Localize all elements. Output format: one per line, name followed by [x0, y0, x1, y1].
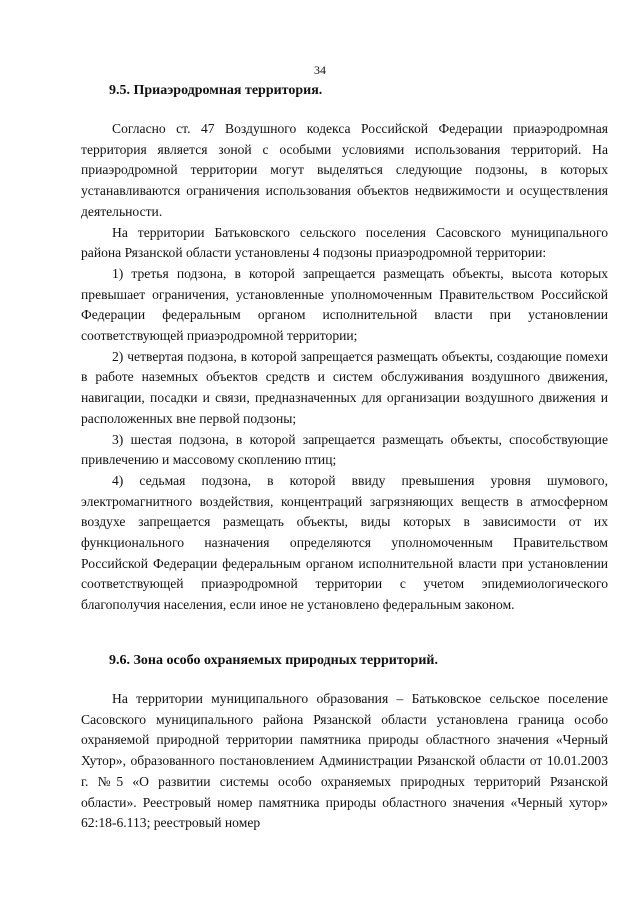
section-protected-areas — [81, 652, 608, 834]
section-airfield-territory — [81, 82, 608, 616]
list-item: 2) четвертая подзона, в которой запрещается размещать объекты, создающие помехи в работе наземных объектов средств и систем обслуживания воздушного движения, навигации, посадки и связи, предназначенных для организации воздушного движения и расположенных вне первой подзоны; — [81, 348, 608, 426]
section-heading: 9.5. Приаэродромная территория. — [109, 83, 323, 98]
paragraph: На территории муниципального образования – Батьковское сельское поселение Сасовского муниципального района Рязанской области установлена граница особо охраняемой природной территории памятника природы областного значения «Черный Хутор», образованного постановлением Администрации Рязанской области от 10.01.2003 г. №5 «О развитии системы особо охраняемых природных территорий Рязанской области». Реестровый номер памятника природы областного значения «Черный хутор» 62:18-6.113; реестровый номер — [81, 691, 608, 831]
list-item: 3) шестая подзона, в которой запрещается размещать объекты, способствующие привлечению и массовому скоплению птиц; — [81, 431, 608, 468]
section-heading: 9.6. Зона особо охраняемых природных территорий. — [109, 653, 438, 668]
list-item: 1) третья подзона, в которой запрещается размещать объекты, высота которых превышает ограничения, установленные уполномоченным Правительством Российской Федерации федеральным органом исполнительной власти при установлении соответствующей приаэродромной территории; — [81, 265, 608, 344]
list-item: 4) седьмая подзона, в которой ввиду превышения уровня шумового, электромагнитного воздействия, концентраций загрязняющих веществ в атмосферном воздухе запрещается размещать объекты, виды которых в зависимости от их функционального назначения определяются уполномоченным Правительством Российской Федерации федеральным органом исполнительной власти при установлении соответствующей приаэродромной территории с учетом эпидемиологического благополучия населения, если иное не установлено федеральным законом. — [81, 472, 608, 613]
paragraph: На территории Батьковского сельского поселения Сасовского муниципального района Рязанской области установлены 4 подзоны приаэродромной территории: — [81, 224, 608, 261]
page-number: 34 — [314, 63, 326, 77]
paragraph: Согласно ст. 47 Воздушного кодекса Российской Федерации приаэродромная территория является зоной с особыми условиями использования территорий. На приаэродромной территории могут выделяться следующие подзоны, в которых устанавливаются ограничения использования объектов недвижимости и осуществления деятельности. — [81, 121, 608, 219]
